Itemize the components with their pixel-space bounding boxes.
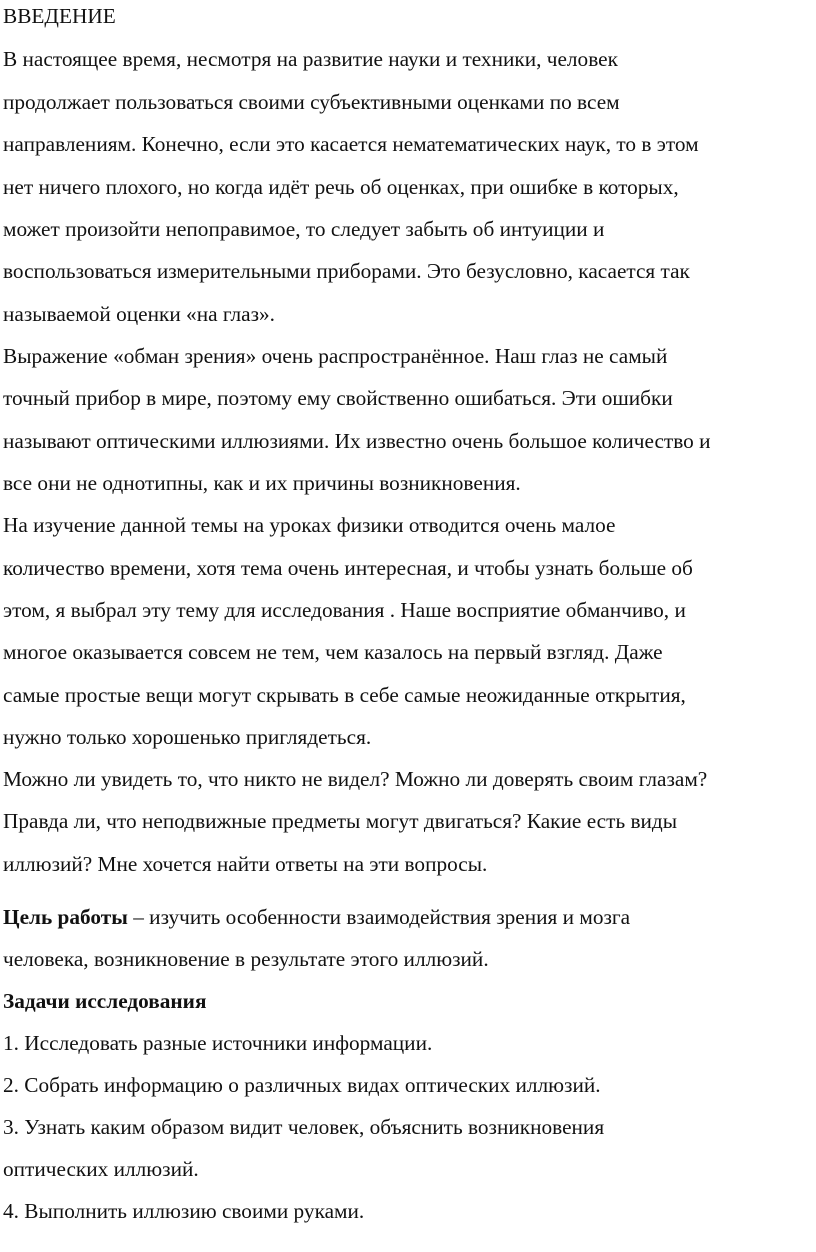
task-item-4: 4. Выполнить иллюзию своими руками. bbox=[3, 1199, 365, 1223]
task-item-2: 2. Собрать информацию о различных видах оптических иллюзий. bbox=[3, 1073, 601, 1097]
task-item-1: 1. Исследовать разные источники информации. bbox=[3, 1031, 433, 1055]
paragraph-3-line-2: количество времени, хотя тема очень интересная, и чтобы узнать больше об bbox=[3, 556, 693, 580]
paragraph-2-line-3: называют оптическими иллюзиями. Их известно очень большое количество и bbox=[3, 429, 711, 453]
tasks-title: Задачи исследования bbox=[3, 989, 207, 1013]
paragraph-1-line-3: направлениям. Конечно, если это касается нематематических наук, то в этом bbox=[3, 132, 699, 156]
paragraph-4-line-3: иллюзий? Мне хочется найти ответы на эти вопросы. bbox=[3, 852, 488, 876]
goal-line-2: человека, возникновение в результате этого иллюзий. bbox=[3, 947, 489, 971]
heading-introduction: ВВЕДЕНИЕ bbox=[3, 4, 116, 28]
goal-label: Цель работы bbox=[3, 905, 128, 929]
paragraph-2-line-2: точный прибор в мире, поэтому ему свойственно ошибаться. Эти ошибки bbox=[3, 386, 673, 410]
paragraph-2-line-1: Выражение «обман зрения» очень распространённое. Наш глаз не самый bbox=[3, 344, 668, 368]
paragraph-1-line-1: В настоящее время, несмотря на развитие науки и техники, человек bbox=[3, 47, 618, 71]
paragraph-3-line-1: На изучение данной темы на уроках физики отводится очень малое bbox=[3, 513, 616, 537]
paragraph-3-line-5: самые простые вещи могут скрывать в себе самые неожиданные открытия, bbox=[3, 683, 686, 707]
paragraph-2-line-4: все они не однотипны, как и их причины возникновения. bbox=[3, 471, 521, 495]
paragraph-3-line-4: многое оказывается совсем не тем, чем казалось на первый взгляд. Даже bbox=[3, 640, 663, 664]
paragraph-4-line-2: Правда ли, что неподвижные предметы могут двигаться? Какие есть виды bbox=[3, 809, 678, 833]
paragraph-1-line-5: может произойти непоправимое, то следует забыть об интуиции и bbox=[3, 217, 605, 241]
paragraph-3-line-6: нужно только хорошенько приглядеться. bbox=[3, 725, 372, 749]
paragraph-1-line-6: воспользоваться измерительными приборами. Это безусловно, касается так bbox=[3, 259, 690, 283]
goal-text: – изучить особенности взаимодействия зрения и мозга bbox=[127, 905, 631, 929]
paragraph-1-line-4: нет ничего плохого, но когда идёт речь об оценках, при ошибке в которых, bbox=[3, 175, 679, 199]
task-item-3-continued: оптических иллюзий. bbox=[3, 1157, 199, 1181]
task-item-3: 3. Узнать каким образом видит человек, объяснить возникновения bbox=[3, 1115, 605, 1139]
goal-line-1 bbox=[3, 904, 630, 930]
paragraph-3-line-3: этом, я выбрал эту тему для исследования . Наше восприятие обманчиво, и bbox=[3, 598, 686, 622]
paragraph-1-line-2: продолжает пользоваться своими субъективными оценками по всем bbox=[3, 90, 620, 114]
paragraph-4-line-1: Можно ли увидеть то, что никто не видел? Можно ли доверять своим глазам? bbox=[3, 767, 708, 791]
paragraph-1-line-7: называемой оценки «на глаз». bbox=[3, 302, 276, 326]
